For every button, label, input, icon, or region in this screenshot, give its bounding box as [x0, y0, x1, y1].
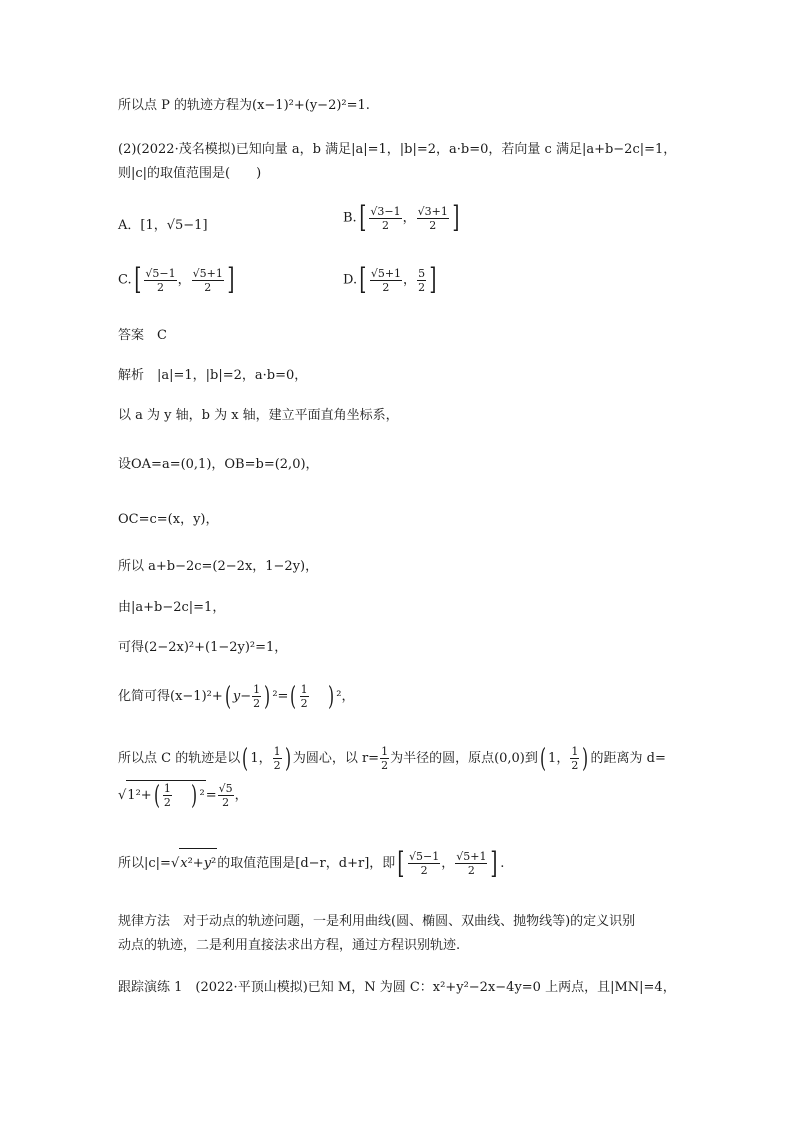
option-b: B.[ $\frac{√3-1}{2}$ ， $\frac{√3+1}{2}$ ] [343, 200, 460, 235]
text-line: 所以点 P 的轨迹方程为(x−1)²+(y−2)²=1. [118, 98, 370, 113]
question-line: (2)(2022·茂名模拟)已知向量 a，b 满足|a|=1，|b|=2，a·b=0，若向量 c 满足|a+b−2c|=1， [118, 142, 677, 157]
practice-line: 跟踪演练 1 (2022·平顶山模拟)已知 M，N 为圆 C：x²+y²−2x−4y=0 上两点，且|MN|=4， [118, 980, 676, 995]
analysis: 解析 |a|=1，|b|=2，a·b=0， [118, 368, 308, 383]
text-line: 设OA=a=(0,1)，OB=b=(2,0)， [118, 457, 319, 472]
text-segment: 化简可得(x−1)²+ [118, 689, 223, 704]
text-line: 所以 a+b−2c=(2−2x，1−2y)， [118, 559, 319, 574]
rule-method: 动点的轨迹，二是利用直接法求出方程，通过方程识别轨迹. [118, 938, 461, 953]
text-segment: 的取值范围是[d−r，d+r]，即 [217, 856, 396, 871]
text-line: 所以|c|=√x²+y²的取值范围是[d−r，d+r]，即[ $\frac{√5-1}{2}$ ， $\frac{√5+1}{2}$ ] . [118, 845, 505, 881]
text-line: 由|a+b−2c|=1， [118, 600, 226, 615]
question-line: 则|c|的取值范围是( ) [118, 166, 262, 181]
option-label: C. [118, 272, 132, 288]
option-c: C.[ $\frac{√5-1}{2}$ ， $\frac{√5+1}{2}$ ] [118, 262, 235, 297]
text-segment: 为半径的圆，原点(0,0)到 [390, 751, 538, 766]
text-line: 以 a 为 y 轴，b 为 x 轴，建立平面直角坐标系， [118, 408, 399, 423]
text-segment: 所以点 C 的轨迹是以 [118, 751, 241, 766]
option-label: B. [343, 210, 357, 226]
option-a: A．[1，√5−1] [118, 218, 208, 233]
text-line: √1²+( $\frac{1}{2}$ ) ²= $\frac{√5}{2}$ ， [118, 780, 248, 811]
text-line: 化简可得(x−1)²+( y− $\frac{1}{2}$ ) ²=( $\frac{1}{2}$ ) ²， [118, 681, 355, 712]
option-d: D.[ $\frac{√5+1}{2}$ ， $\frac{5}{2}$ ] [343, 262, 437, 297]
option-label: D. [343, 272, 358, 288]
answer: 答案 C [118, 328, 167, 343]
text-segment: 为圆心，以 r= [292, 751, 380, 766]
text-line: 所以点 C 的轨迹是以( 1， $\frac{1}{2}$ ) 为圆心，以 r= $\frac{1}{2}$ 为半径的圆，原点(0,0)到( 1， $\frac{1}{2}$ ) 的距离为 d= [118, 743, 666, 774]
text-segment: 所以|c|= [118, 856, 171, 871]
text-segment: 的距离为 d= [590, 751, 666, 766]
text-line: 可得(2−2x)²+(1−2y)²=1， [118, 640, 288, 655]
rule-method: 规律方法 对于动点的轨迹问题，一是利用曲线(圆、椭圆、双曲线、抛物线等)的定义识别 [118, 914, 636, 929]
text-line: OC=c=(x，y)， [118, 512, 219, 527]
